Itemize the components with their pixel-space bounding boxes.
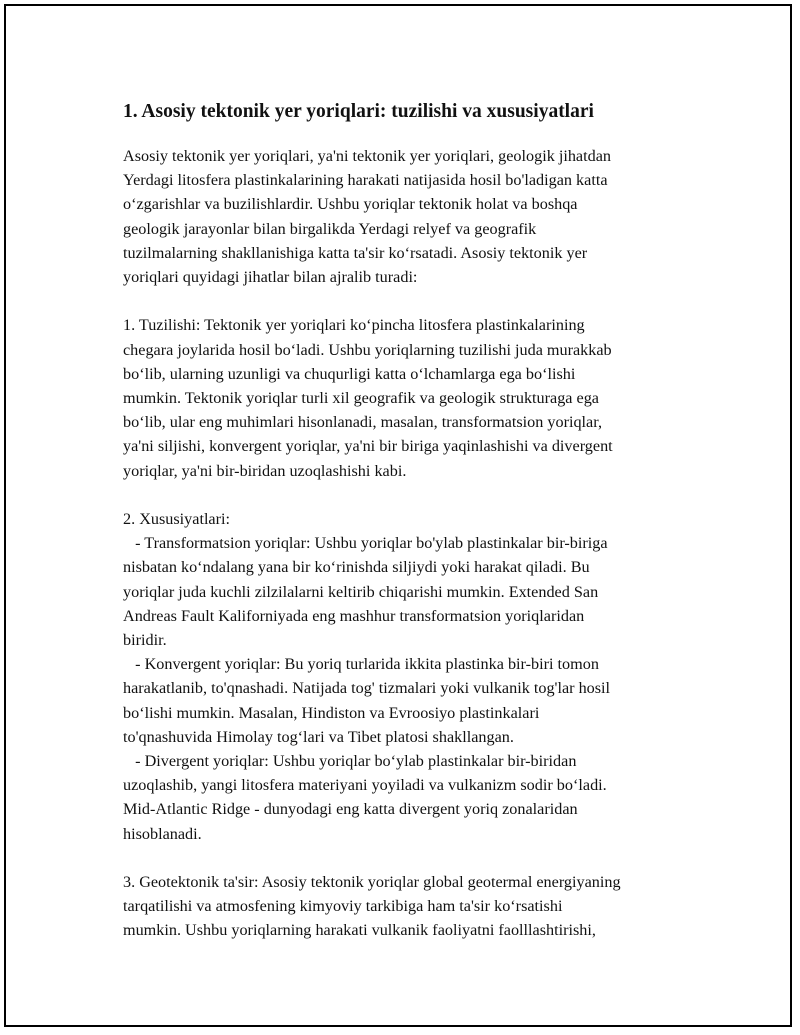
text-line: yoriqlari quyidagi jihatlar bilan ajralib turadi:: [123, 268, 418, 287]
text-line: hisoblanadi.: [123, 824, 202, 843]
page-frame: [4, 4, 792, 1027]
text-line: Yerdagi litosfera plastinkalarining harakati natijasida hosil bo'ladigan katta: [123, 171, 608, 190]
text-line: nisbatan ko‘ndalang yana bir ko‘rinishda siljiydi yoki harakat qiladi. Bu: [123, 558, 590, 577]
document-body: [123, 98, 703, 967]
paragraph-geotectonic: [123, 870, 703, 943]
text-line: - Transformatsion yoriqlar: Ushbu yoriqlar bo'ylab plastinkalar bir-biriga: [123, 534, 608, 553]
text-line: Andreas Fault Kaliforniyada eng mashhur transformatsion yoriqlaridan: [123, 606, 585, 625]
text-line: uzoqlashib, yangi litosfera materiyani yoyiladi va vulkanizm sodir bo‘ladi.: [123, 776, 607, 795]
document-title: 1. Asosiy tektonik yer yoriqlari: tuzilishi va xususiyatlari: [123, 101, 594, 122]
text-line: harakatlanib, to'qnashadi. Natijada tog' tizmalari yoki vulkanik tog'lar hosil: [123, 679, 611, 698]
text-line: - Konvergent yoriqlar: Bu yoriq turlarida ikkita plastinka bir-biri tomon: [123, 655, 599, 674]
text-line: bo‘lishi mumkin. Masalan, Hindiston va Evroosiyo plastinkalari: [123, 703, 540, 722]
text-line: 1. Tuzilishi: Tektonik yer yoriqlari ko‘pincha litosfera plastinkalarining: [123, 316, 585, 335]
text-line: yoriqlar juda kuchli zilzilalarni keltirib chiqarishi mumkin. Extended San: [123, 582, 599, 601]
text-line: mumkin. Tektonik yoriqlar turli xil geografik va geologik strukturaga ega: [123, 389, 599, 408]
text-line: tarqatilishi va atmosfening kimyoviy tarkibiga ham ta'sir ko‘rsatishi: [123, 897, 563, 916]
paragraph-properties: [123, 507, 703, 846]
paragraph-intro: [123, 144, 703, 289]
text-line: bo‘lib, ular eng muhimlari hisonlanadi, masalan, transformatsion yoriqlar,: [123, 413, 603, 432]
text-line: 3. Geotektonik ta'sir: Asosiy tektonik yoriqlar global geotermal energiyaning: [123, 873, 621, 892]
text-line: tuzilmalarning shakllanishiga katta ta'sir ko‘rsatadi. Asosiy tektonik yer: [123, 243, 588, 262]
text-line: Mid-Atlantic Ridge - dunyodagi eng katta divergent yoriq zonalaridan: [123, 800, 578, 819]
text-line: o‘zgarishlar va buzilishlardir. Ushbu yoriqlar tektonik holat va boshqa: [123, 195, 578, 214]
text-line: geologik jarayonlar bilan birgalikda Yerdagi relyef va geografik: [123, 219, 537, 238]
text-line: biridir.: [123, 631, 167, 650]
paragraph-structure: [123, 313, 703, 482]
text-line: to'qnashuvida Himolay tog‘lari va Tibet platosi shakllangan.: [123, 727, 514, 746]
text-line: chegara joylarida hosil bo‘ladi. Ushbu yoriqlarning tuzilishi juda murakkab: [123, 340, 612, 359]
text-line: bo‘lib, ularning uzunligi va chuqurligi katta o‘lchamlarga ega bo‘lishi: [123, 364, 576, 383]
text-line: yoriqlar, ya'ni bir-biridan uzoqlashishi kabi.: [123, 461, 407, 480]
text-line: ya'ni siljishi, konvergent yoriqlar, ya'ni bir biriga yaqinlashishi va divergent: [123, 437, 613, 456]
text-line: mumkin. Ushbu yoriqlarning harakati vulkanik faoliyatni faolllashtirishi,: [123, 921, 596, 940]
text-line: Asosiy tektonik yer yoriqlari, ya'ni tektonik yer yoriqlari, geologik jihatdan: [123, 147, 611, 165]
text-line: - Divergent yoriqlar: Ushbu yoriqlar bo‘ylab plastinkalar bir-biridan: [123, 752, 577, 771]
text-line: 2. Xususiyatlari:: [123, 510, 231, 529]
